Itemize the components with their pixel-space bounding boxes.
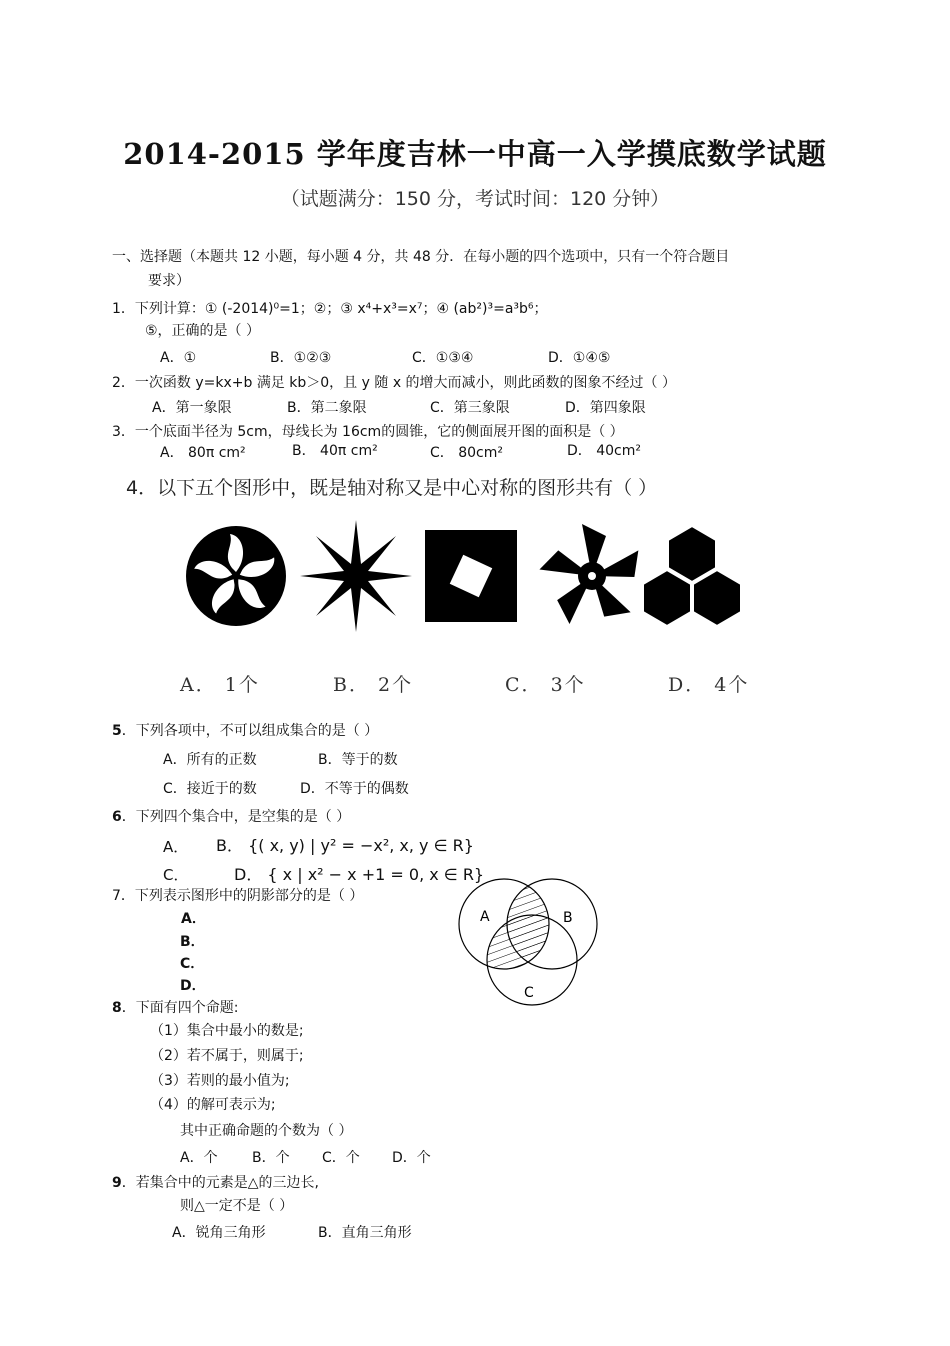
venn-diagram	[452, 878, 604, 1010]
question-2-option-d: D．第四象限	[565, 400, 646, 416]
question-8-item-3: （3）若则的最小值为;	[150, 1073, 290, 1089]
question-8-stem: ．下面有四个命题:	[121, 1000, 239, 1016]
question-5-option-a: A．所有的正数	[163, 752, 257, 768]
question-9-option-b: B．直角三角形	[318, 1225, 412, 1241]
question-8-option-d: D．个	[392, 1150, 431, 1166]
question-2-option-c: C．第三象限	[430, 400, 510, 416]
section-heading-cont: 要求）	[148, 273, 190, 289]
question-7-option-a: A．	[181, 911, 206, 927]
bauhinia-figure	[186, 526, 286, 626]
question-5-number: 5	[112, 723, 122, 739]
question-8-option-c: C．个	[322, 1150, 360, 1166]
question-8-option-a: A．个	[180, 1150, 218, 1166]
question-6-option-b: B． {( x, y) | y² = −x², x, y ∈ R}	[216, 836, 474, 855]
venn-label-a: A	[480, 909, 490, 925]
venn-label-b: B	[563, 910, 573, 926]
question-4-option-a: A． 1个	[180, 674, 260, 696]
question-5-stem: ．下列各项中，不可以组成集合的是（ ）	[121, 723, 379, 739]
question-3-option-d: D． 40cm²	[567, 443, 641, 459]
question-1-option-a: A．①	[160, 350, 197, 366]
question-6-number: 6	[112, 809, 122, 825]
venn-label-c: C	[524, 985, 534, 1001]
question-5-option-c: C．接近于的数	[163, 781, 257, 797]
question-9-stem: ．若集合中的元素是△的三边长,	[121, 1175, 319, 1191]
question-9-number: 9	[112, 1175, 122, 1191]
question-7-stem: 7．下列表示图形中的阴影部分的是（ ）	[112, 888, 364, 904]
question-8-option-b: B．个	[252, 1150, 290, 1166]
question-6-option-d: D． { x | x² − x +1 = 0, x ∈ R}	[234, 865, 485, 884]
question-7-option-d: D．	[180, 978, 206, 994]
question-2-option-b: B．第二象限	[287, 400, 367, 416]
question-1-option-b: B．①②③	[270, 350, 332, 366]
question-2-stem: 2．一次函数 y=kx+b 满足 kb＞0，且 y 随 x 的增大而减小，则此函数的图象不经过（ ）	[112, 375, 677, 391]
question-6-option-c: C．	[163, 866, 189, 884]
question-8-number: 8	[112, 1000, 122, 1016]
question-4-figures	[180, 520, 750, 632]
question-7-option-c: C．	[180, 956, 205, 972]
question-1-option-c: C．①③④	[412, 350, 474, 366]
hexagons-figure	[643, 526, 741, 626]
question-1-stem: 1．下列计算：① (-2014)⁰=1；②；③ x⁴+x³=x⁷；④ (ab²)³=a³b⁶；	[112, 301, 548, 317]
question-8-ask: 其中正确命题的个数为（ ）	[180, 1123, 353, 1139]
question-3-stem: 3．一个底面半径为 5cm，母线长为 16cm的圆锥，它的侧面展开图的面积是（ ）	[112, 424, 624, 440]
question-6-stem: ．下列四个集合中，是空集的是（ ）	[121, 809, 351, 825]
question-5-option-d: D．不等于的偶数	[300, 781, 409, 797]
square-figure	[425, 530, 517, 622]
question-1-option-d: D．①④⑤	[548, 350, 611, 366]
question-4-stem: 4．以下五个图形中，既是轴对称又是中心对称的图形共有（ ）	[126, 477, 658, 499]
question-8-item-4: （4）的解可表示为;	[150, 1097, 276, 1113]
pinwheel-figure	[539, 524, 645, 626]
question-3-option-c: C． 80cm²	[430, 445, 503, 461]
question-4-option-d: D． 4个	[668, 674, 750, 696]
question-3-option-b: B． 40π cm²	[292, 443, 378, 459]
question-8-item-1: （1）集合中最小的数是;	[150, 1023, 304, 1039]
question-7-option-b: B．	[180, 934, 205, 950]
page-title: 2014-2015 学年度吉林一中高一入学摸底数学试题	[123, 137, 827, 171]
question-6-option-a: A．	[163, 838, 189, 856]
question-9-stem-cont: 则△一定不是（ ）	[180, 1198, 294, 1214]
question-2-option-a: A．第一象限	[152, 400, 232, 416]
question-1-stem-cont: ⑤，正确的是（ ）	[145, 323, 261, 339]
page-subtitle: （试题满分：150 分，考试时间：120 分钟）	[280, 188, 670, 210]
question-4-option-c: C． 3个	[505, 674, 586, 696]
question-3-option-a: A． 80π cm²	[160, 445, 246, 461]
section-heading: 一、选择题（本题共 12 小题，每小题 4 分，共 48 分．在每小题的四个选项中，只有一个符合题目	[112, 249, 730, 265]
question-5-option-b: B．等于的数	[318, 752, 398, 768]
question-8-item-2: （2）若不属于，则属于;	[150, 1048, 304, 1064]
question-4-option-b: B． 2个	[333, 674, 414, 696]
question-9-option-a: A．锐角三角形	[172, 1225, 266, 1241]
star-figure	[300, 520, 412, 632]
